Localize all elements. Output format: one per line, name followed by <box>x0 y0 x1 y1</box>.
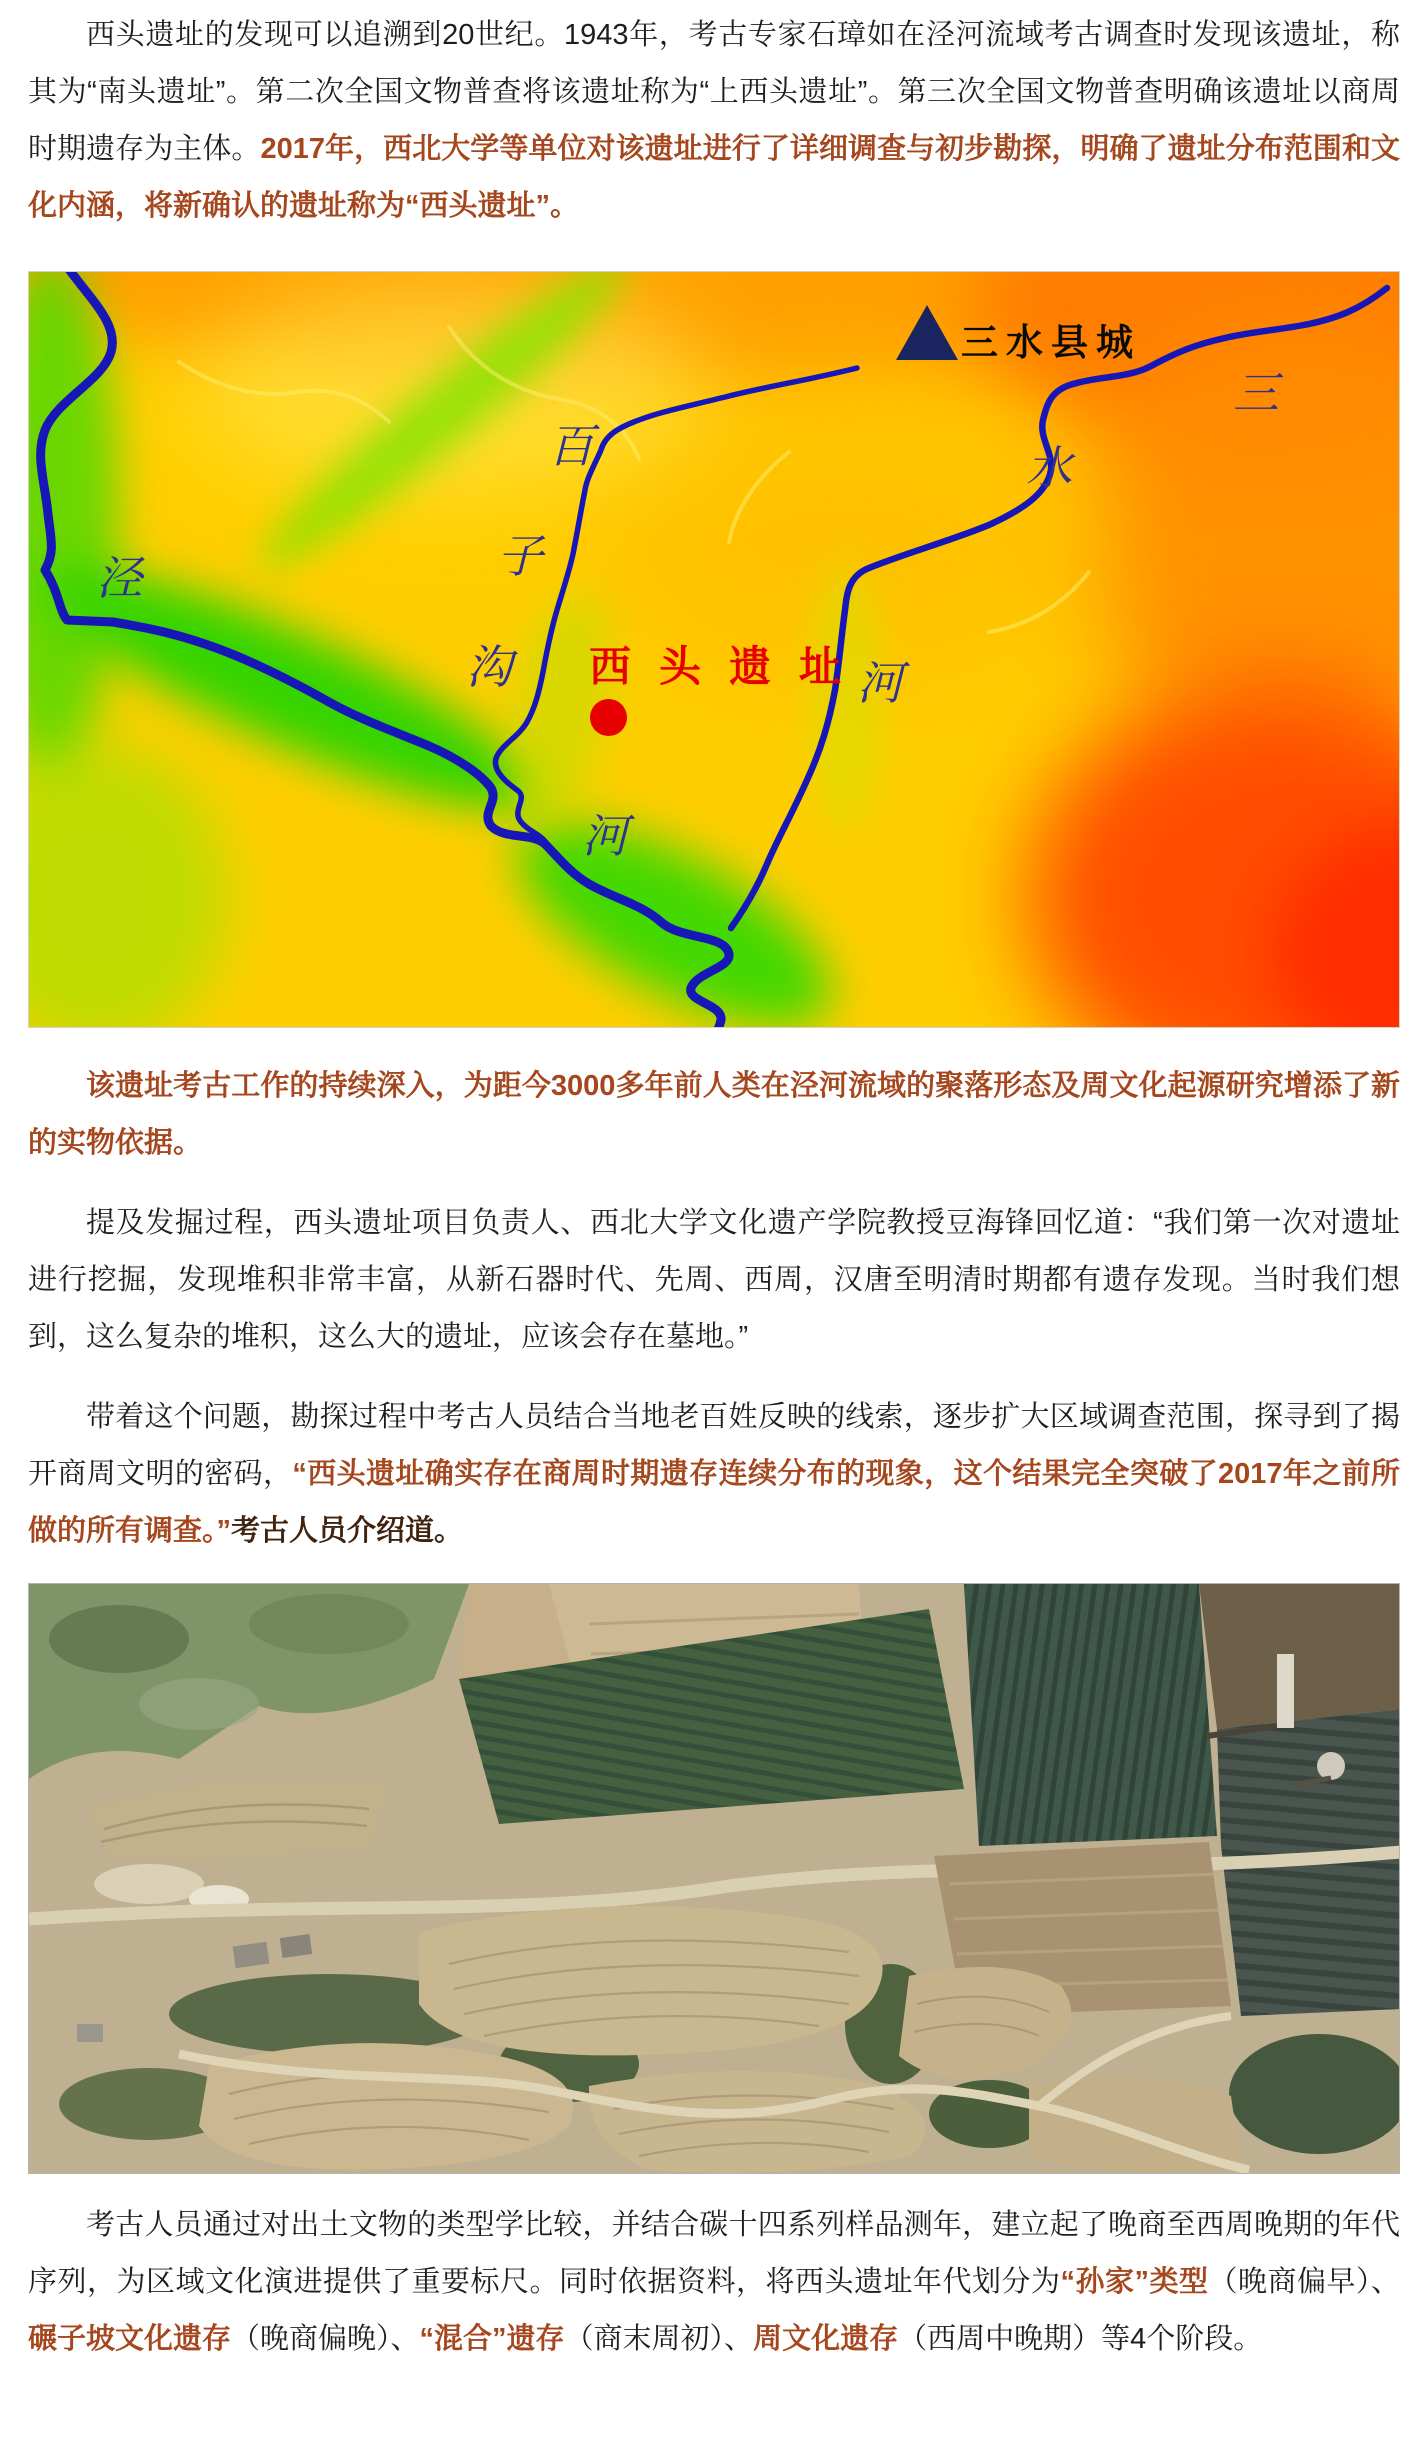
article-paragraph <box>28 2197 1400 2368</box>
article-paragraph <box>28 1058 1400 1172</box>
body-text: 带着这个问题，勘探过程中考古人员结合当地老百姓反映的线索，逐步扩大区域调查范围，探寻到了揭开商周文明的密码， <box>28 1401 1400 1490</box>
body-text: （晚商偏早）、 <box>1208 2266 1400 2298</box>
map-label-river: 子 <box>497 529 543 583</box>
aerial-photo-art <box>29 1584 1400 2174</box>
body-text: 考古人员通过对出土文物的类型学比较，并结合碳十四系列样品测年，建立起了晚商至西周晚期的年代序列，为区域文化演进提供了重要标尺。同时依据资料，将西头遗址年代划分为 <box>28 2209 1400 2298</box>
accent-text: 该遗址考古工作的持续深入，为距今3000多年前人类在泾河流域的聚落形态及周文化起源研究增添了新的实物依据。 <box>28 1070 1400 1159</box>
map-label-site: 西头遗址 <box>589 642 870 691</box>
site-marker-dot <box>590 699 627 736</box>
article-body <box>0 7 1428 2368</box>
article-paragraph <box>28 1195 1400 1366</box>
body-text: （西周中晚期）等4个阶段。 <box>898 2323 1263 2355</box>
map-label-city: 三水县城 <box>961 320 1141 364</box>
accent-text: 碾子坡文化遗存 <box>28 2323 232 2355</box>
body-text: 提及发掘过程，西头遗址项目负责人、西北大学文化遗产学院教授豆海锋回忆道：“我们第一次对遗址进行挖掘，发现堆积非常丰富，从新石器时代、先周、西周，汉唐至明清时期都有遗存发现。当时我们想到，这么复杂的堆积，这么大的遗址，应该会存在墓地。” <box>28 1207 1400 1353</box>
accent-text: 2017年，西北大学等单位对该遗址进行了详细调查与初步勘探，明确了遗址分布范围和文化内涵，将新确认的遗址称为“西头遗址”。 <box>28 133 1400 222</box>
map-label-river: 三 <box>1233 366 1279 420</box>
aerial-photo <box>28 1583 1400 2174</box>
accent-text: “混合”遗存 <box>419 2323 565 2355</box>
article-paragraph <box>28 7 1400 235</box>
body-text: 西头遗址的发现可以追溯到20世纪。1943年，考古专家石璋如在泾河流域考古调查时发现该遗址，称其为“南头遗址”。第二次全国文物普查将该遗址称为“上西头遗址”。第三次全国文物普查明确该遗址以商周时期遗存为主体。 <box>28 19 1400 165</box>
accent-text: “孙家”类型 <box>1060 2266 1209 2298</box>
body-text: 考古人员介绍道。 <box>231 1515 464 1547</box>
map-label-river: 泾 <box>96 551 142 605</box>
city-marker-icon <box>896 305 958 360</box>
body-text: （晚商偏晚）、 <box>231 2323 420 2355</box>
map-label-river: 百 <box>548 419 594 473</box>
accent-text: 周文化遗存 <box>753 2323 899 2355</box>
map-label-river: 河 <box>857 656 903 710</box>
elevation-map <box>28 271 1400 1028</box>
article-paragraph <box>28 1389 1400 1560</box>
body-text: （商末周初）、 <box>564 2323 754 2355</box>
accent-text: “西头遗址确实存在商周时期遗存连续分布的现象，这个结果完全突破了2017年之前所做的所有调查。” <box>28 1458 1400 1547</box>
map-label-river: 水 <box>1026 441 1072 495</box>
map-label-river: 河 <box>582 809 628 863</box>
map-label-river: 沟 <box>466 640 512 694</box>
